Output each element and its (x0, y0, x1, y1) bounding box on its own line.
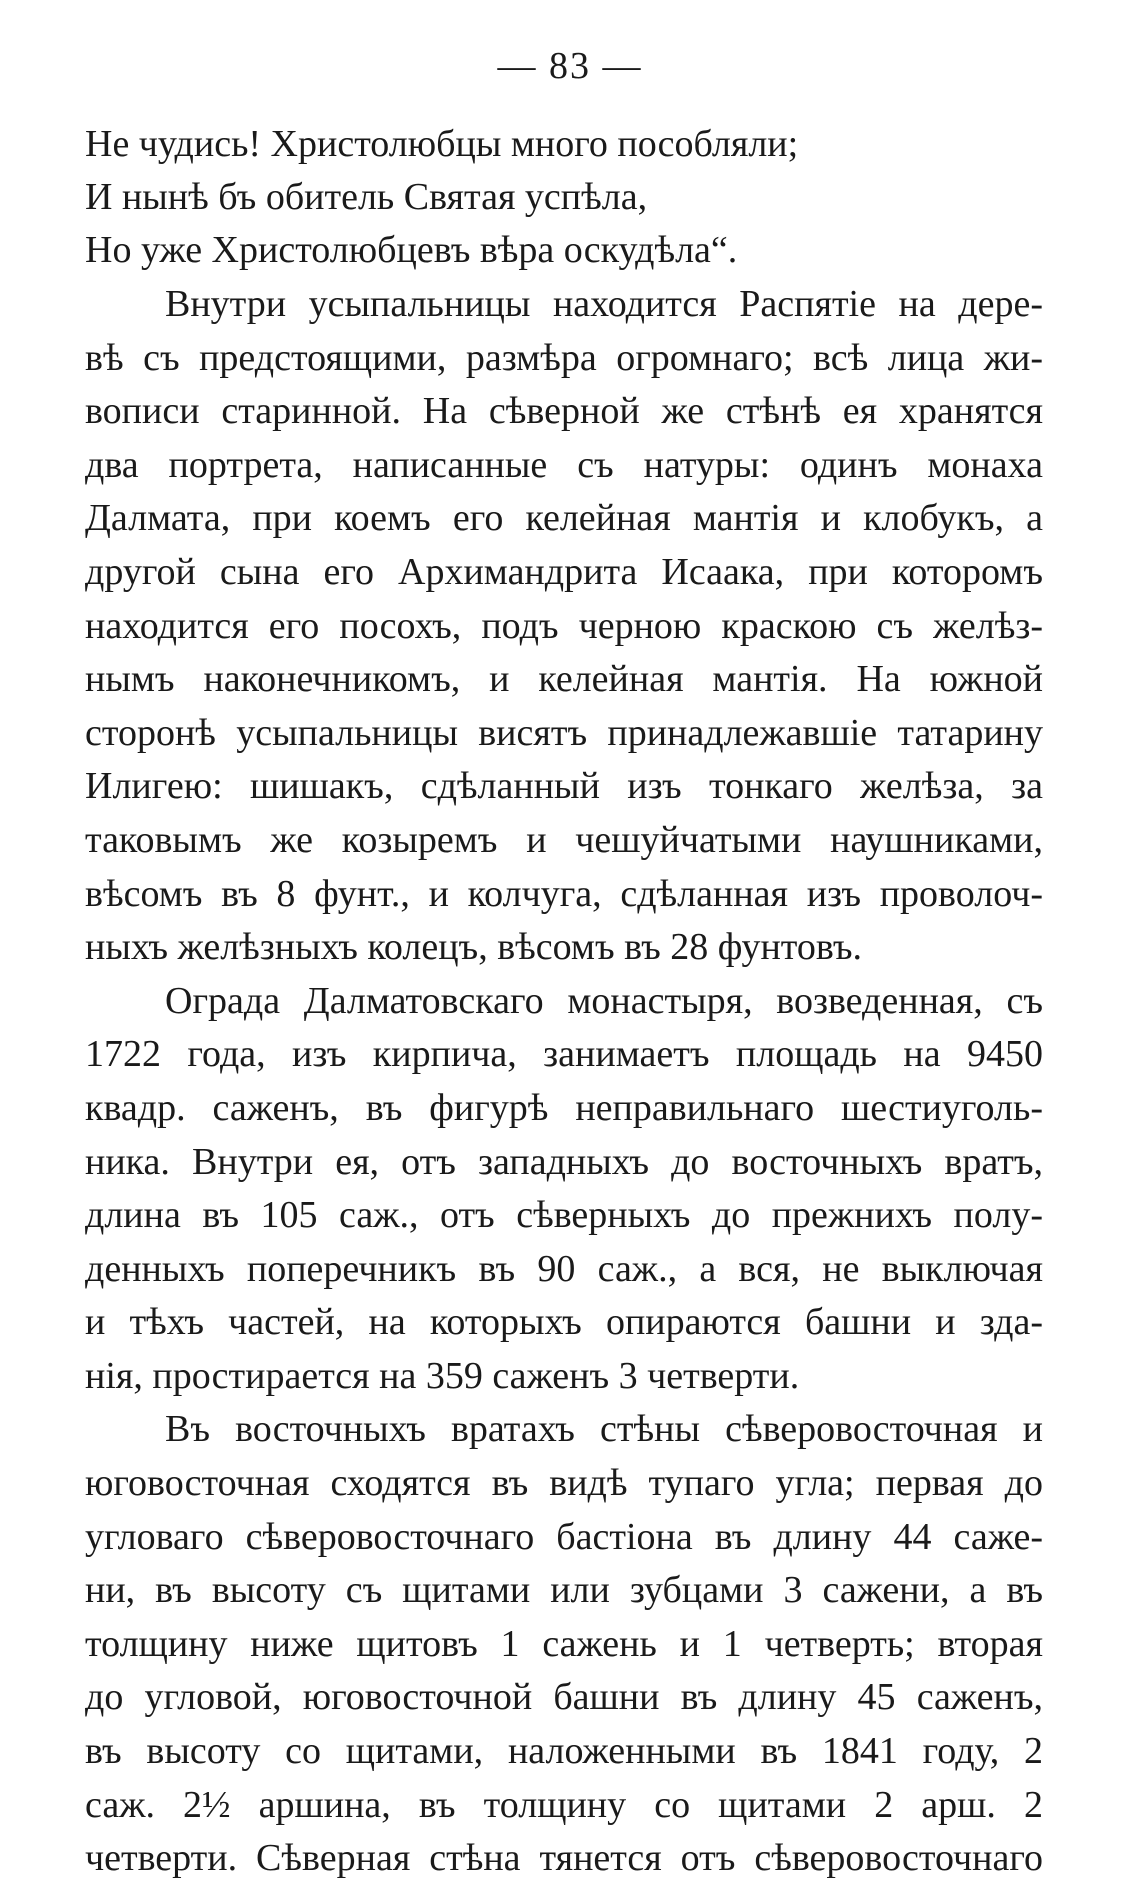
text-line: два портрета, написанные съ натуры: одинъ монаха (85, 443, 1043, 486)
body-text (85, 278, 1043, 1886)
text-line: нымъ наконечникомъ, и келейная мантія. На южной (85, 658, 1043, 701)
text-line: ни, въ высоту съ щитами или зубцами 3 сажени, а въ (85, 1569, 1043, 1612)
text-line: ныхъ желѣзныхъ колецъ, вѣсомъ въ 28 фунтовъ. (85, 926, 863, 969)
paragraph-2 (85, 975, 1043, 1404)
text-line: длина въ 105 саж., отъ сѣверныхъ до прежнихъ полу- (85, 1194, 1043, 1237)
verse-line: Но уже Христолюбцевъ вѣра оскудѣла“. (85, 229, 738, 271)
text-line: юговосточная сходятся въ видѣ тупаго угла; первая до (85, 1462, 1043, 1505)
page-number: — 83 — (497, 45, 643, 87)
text-line: вѣсомъ въ 8 фунт., и колчуга, сдѣланная изъ проволоч- (85, 872, 1043, 915)
text-line: въ высоту со щитами, наложенными въ 1841 году, 2 (85, 1730, 1043, 1773)
text-line: Далмата, при коемъ его келейная мантія и клобукъ, а (85, 497, 1043, 540)
paragraph-3 (85, 1403, 1043, 1885)
text-line: сторонѣ усыпальницы висятъ принадлежавшіе татарину (85, 711, 1043, 754)
verse-line: Не чудись! Христолюбцы много пособляли; (85, 123, 799, 165)
text-line: другой сына его Архимандрита Исаака, при которомъ (85, 550, 1043, 593)
text-line: толщину ниже щитовъ 1 сажень и 1 четверть; вторая (85, 1622, 1043, 1665)
text-line: Ограда Далматовскаго монастыря, возведенная, съ (165, 979, 1043, 1022)
text-line: и тѣхъ частей, на которыхъ опираются башни и зда- (85, 1301, 1043, 1344)
paragraph-1 (85, 278, 1043, 975)
text-line: Внутри усыпальницы находится Распятіе на дере- (165, 283, 1043, 325)
text-line: угловаго сѣверовосточнаго бастіона въ длину 44 саже- (85, 1515, 1043, 1558)
text-line: саж. 2½ аршина, въ толщину со щитами 2 арш. 2 (85, 1783, 1043, 1826)
text-line: нія, простирается на 359 саженъ 3 четверти. (85, 1354, 800, 1397)
text-line: четверти. Сѣверная стѣна тянется отъ сѣверовосточнаго (85, 1837, 1043, 1880)
text-line: до угловой, юговосточной башни въ длину 45 саженъ, (85, 1676, 1043, 1719)
text-line: квадр. саженъ, въ фигурѣ неправильнаго шестиуголь- (85, 1086, 1043, 1129)
verse-line: И нынѣ бъ обитель Святая успѣла, (85, 176, 648, 218)
text-line: вописи старинной. На сѣверной же стѣнѣ ея хранятся (85, 390, 1043, 433)
text-line: денныхъ поперечникъ въ 90 саж., а вся, не выключая (85, 1247, 1043, 1290)
text-line: таковымъ же козыремъ и чешуйчатыми наушниками, (85, 818, 1043, 861)
text-line: Илигею: шишакъ, сдѣланный изъ тонкаго желѣза, за (85, 765, 1043, 808)
text-line: Въ восточныхъ вратахъ стѣны сѣверовосточная и (165, 1408, 1043, 1451)
verse-block (85, 118, 1045, 277)
text-line: вѣ съ предстоящими, размѣра огромнаго; всѣ лица жи- (85, 336, 1043, 379)
text-line: находится его посохъ, подъ черною краскою съ желѣз- (85, 604, 1043, 647)
text-line: 1722 года, изъ кирпича, занимаетъ площадь на 9450 (85, 1033, 1043, 1076)
text-line: ника. Внутри ея, отъ западныхъ до восточныхъ вратъ, (85, 1140, 1043, 1183)
